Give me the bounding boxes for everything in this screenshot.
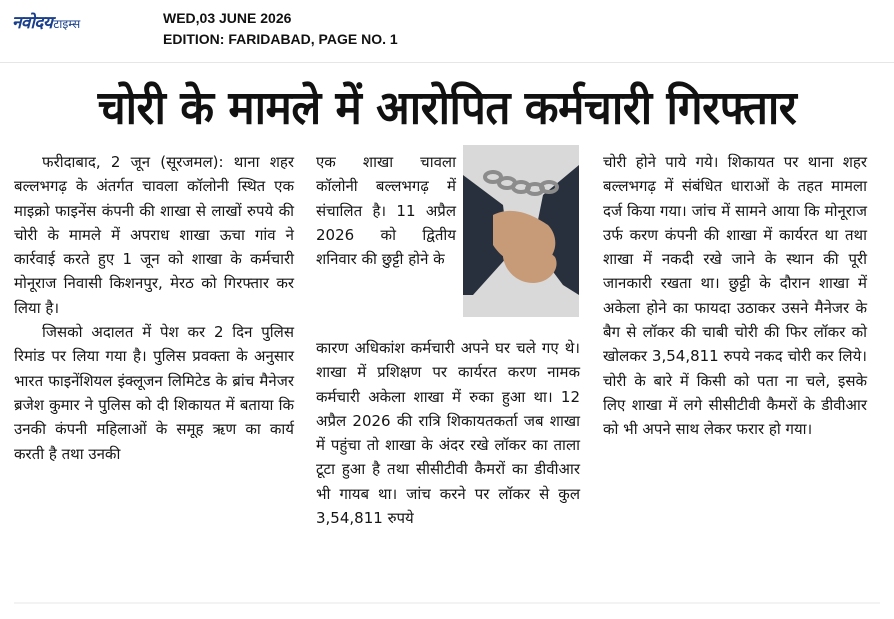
edition-date: WED,03 JUNE 2026 [163, 10, 292, 26]
article-paragraph: जिसको अदालत में पेश कर 2 दिन पुलिस रिमांड पर लिया गया है। पुलिस प्रवक्ता के अनुसार भारत फाइनेंशियल इंक्लूजन लिमिटेड के ब्रांच मैनेजर ब्रजेश कुमार ने पुलिस को दी शिकायत में बताया कि उनकी कंपनी महिलाओं के समूह ऋण का कार्य करती है तथा उनकी [14, 323, 294, 463]
article-paragraph: एक शाखा चावला कॉलोनी बल्लभगढ़ में संचालित है। 11 अप्रैल 2026 को द्वितीय शनिवार की छुट्टी होने के [316, 153, 456, 269]
handcuffed-hands-photo [463, 145, 579, 317]
article-column-3 [603, 150, 867, 442]
logo-main-text: नवोदय [12, 13, 53, 33]
newspaper-logo[interactable] [12, 10, 80, 32]
article-paragraph: चोरी होने पाये गये। शिकायत पर थाना शहर बल्लभगढ़ में संबंधित धाराओं के तहत मामला दर्ज किया गया। जांच में सामने आया कि मोनूराज उर्फ करण कंपनी की शाखा में कार्यरत था तथा शाखा में नकदी रखे जाने के स्थान की पूरी जानकारी रखता था। छुट्टी के दौरान शाखा में अकेला होने का फायदा उठाकर उसने मैनेजर के बैग से लॉकर की चाबी चोरी की फिर लॉकर को खोलकर 3,54,811 रुपये नकद चोरी कर लिये। चोरी के बारे में किसी को पता ना चले, इसके लिए शाखा में लगे सीसीटीवी कैमरों के डीवीआर को भी अपने साथ लेकर फरार हो गया। [603, 153, 867, 439]
edition-page: EDITION: FARIDABAD, PAGE NO. 1 [163, 31, 398, 47]
article-paragraph: फरीदाबाद, 2 जून (सूरजमल): थाना शहर बल्लभगढ़ के अंतर्गत चावला कॉलोनी स्थित एक माइक्रो फाइनेंस कंपनी की शाखा से लाखों रुपये की चोरी के मामले में अपराध शाखा ऊचा गांव ने कार्रवाई करते हुए 1 जून को शाखा के कर्मचारी मोनूराज निवासी किशनपुर, मेरठ को गिरफ्तार कर लिया है। [14, 153, 294, 317]
edition-info [163, 8, 398, 50]
article-paragraph: कारण अधिकांश कर्मचारी अपने घर चले गए थे। शाखा में प्रशिक्षण पर कार्यरत करण नामक कर्मचारी अकेला शाखा में रुका हुआ था। 12 अप्रैल 2026 की रात्रि शिकायतकर्ता जब शाखा में पहुंचा तो शाखा के अंदर रखे लॉकर का ताला टूटा हुआ है तथा सीसीटीवी कैमरों का डीवीआर भी गायब था। जांच करने पर लॉकर से कुल 3,54,811 रुपये [316, 339, 580, 528]
masthead-bar [0, 0, 894, 63]
article-column-2-top [316, 150, 456, 271]
page-bottom-rule [14, 602, 880, 604]
photo-illustration [463, 145, 579, 317]
logo-sub-text: टाइम्स [53, 17, 81, 31]
article-headline: चोरी के मामले में आरोपित कर्मचारी गिरफ्तार [97, 81, 797, 136]
article-column-2-bottom [316, 336, 580, 530]
article-column-1 [14, 150, 294, 466]
